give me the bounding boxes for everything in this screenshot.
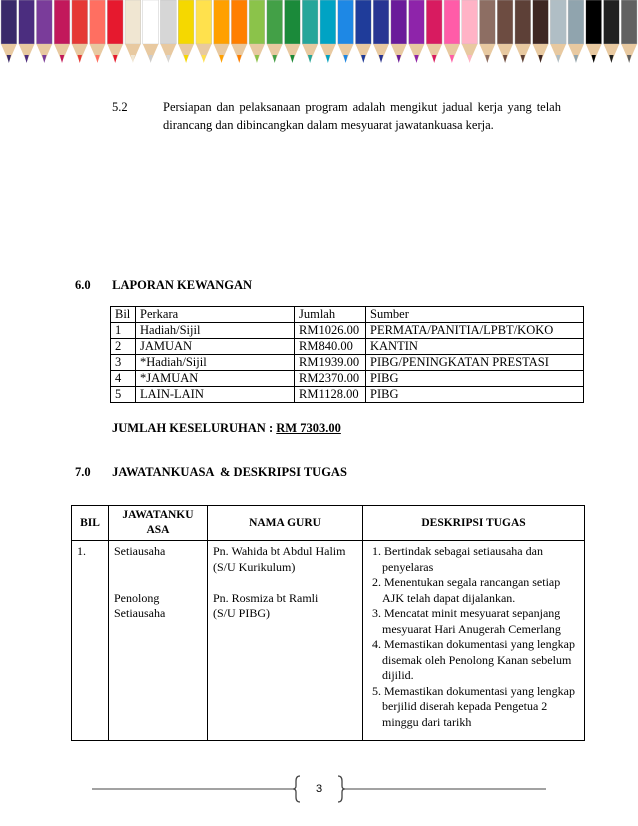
teacher-name-1: Pn. Wahida bt Abdul Halim <box>213 544 346 558</box>
header-bil: BIL <box>72 506 109 541</box>
pencil <box>373 0 389 63</box>
table-row <box>111 323 584 339</box>
pencil <box>409 0 425 63</box>
cell-bil: 1 <box>111 323 136 339</box>
pencil <box>533 0 549 63</box>
cell-bil: 2 <box>111 339 136 355</box>
pencil <box>214 0 230 63</box>
table-row <box>111 387 584 403</box>
pencil <box>444 0 460 63</box>
pencil <box>19 0 35 63</box>
duty-item: 4. Memastikan dokumentasi yang lengkap disemak oleh Penolong Kanan sebelum dijilid. <box>372 637 575 682</box>
header-perkara: Perkara <box>136 307 295 323</box>
cell-sumber: KANTIN <box>366 339 584 355</box>
table-row <box>72 541 585 741</box>
cell-sumber: PIBG <box>366 371 584 387</box>
pencil <box>302 0 318 63</box>
section-6-number: 6.0 <box>75 278 91 292</box>
cell-nama-guru <box>208 541 363 741</box>
pencil <box>480 0 496 63</box>
cell-jawatankuasa <box>109 541 208 741</box>
section-5-2-text: Persiapan dan pelaksanaan program adalah mengikut jadual kerja yang telah dirancang dan dibincangkan dalam mesyuarat jawatankuasa kerja. <box>163 100 561 132</box>
pencil <box>125 0 141 63</box>
cell-jumlah: RM1939.00 <box>295 355 366 371</box>
cell-perkara: Hadiah/Sijil <box>136 323 295 339</box>
pencil <box>586 0 602 63</box>
cell-sumber: PERMATA/PANITIA/LPBT/KOKO <box>366 323 584 339</box>
pencil <box>143 0 159 63</box>
header-nama-guru: NAMA GURU <box>208 506 363 541</box>
table-header-row <box>72 506 585 541</box>
cell-bil: 3 <box>111 355 136 371</box>
cell-perkara: LAIN-LAIN <box>136 387 295 403</box>
grand-total <box>112 421 341 436</box>
pencil <box>54 0 70 63</box>
duty-item: 5. Memastikan dokumentasi yang lengkap berjilid diserah kepada Pengetua 2 minggu dari tarikh <box>372 683 575 729</box>
role-setiausaha: Setiausaha <box>114 544 166 558</box>
cell-sumber: PIBG <box>366 387 584 403</box>
financial-report-table <box>110 306 584 403</box>
section-7-number: 7.0 <box>75 465 91 479</box>
cell-perkara: *Hadiah/Sijil <box>136 355 295 371</box>
pencil <box>161 0 177 63</box>
pencil <box>550 0 566 63</box>
pencil <box>285 0 301 63</box>
pencil <box>196 0 212 63</box>
pencil <box>355 0 371 63</box>
pencil <box>320 0 336 63</box>
header-sumber: Sumber <box>366 307 584 323</box>
section-6-heading <box>75 278 252 293</box>
pencil <box>426 0 442 63</box>
pencil <box>568 0 584 63</box>
grand-total-value: RM 7303.00 <box>276 421 341 435</box>
cell-jumlah: RM1026.00 <box>295 323 366 339</box>
duty-item: 2. Menentukan segala rancangan setiap AJK telah dapat dijalankan. <box>372 575 561 605</box>
pencil <box>267 0 283 63</box>
pencil <box>1 0 17 63</box>
duty-list <box>368 544 579 730</box>
pencil <box>515 0 531 63</box>
pencil <box>72 0 88 63</box>
section-6-title: LAPORAN KEWANGAN <box>112 278 253 292</box>
cell-jumlah: RM2370.00 <box>295 371 366 387</box>
pencil <box>107 0 123 63</box>
pencil <box>249 0 265 63</box>
committee-duties-table <box>71 505 585 741</box>
pencil-border-decoration <box>0 0 638 72</box>
pencil <box>178 0 194 63</box>
table-row <box>111 371 584 387</box>
grand-total-label: JUMLAH KESELURUHAN : <box>112 421 274 435</box>
cell-jumlah: RM840.00 <box>295 339 366 355</box>
pencil <box>36 0 52 63</box>
pencil <box>462 0 478 63</box>
pencil <box>604 0 620 63</box>
section-7-heading <box>75 465 347 480</box>
header-jawatankuasa: JAWATANKU ASA <box>109 506 208 541</box>
cell-perkara: *JAMUAN <box>136 371 295 387</box>
header-deskripsi-tugas: DESKRIPSI TUGAS <box>363 506 585 541</box>
duty-item: 1. Bertindak sebagai setiausaha dan penyelaras <box>372 544 543 574</box>
cell-bil: 5 <box>111 387 136 403</box>
cell-bil: 1. <box>72 541 109 741</box>
cell-jumlah: RM1128.00 <box>295 387 366 403</box>
header-jumlah: Jumlah <box>295 307 366 323</box>
pencil <box>231 0 247 63</box>
header-bil: Bil <box>111 307 136 323</box>
role-penolong-setiausaha: Penolong Setiausaha <box>114 590 166 620</box>
teacher-unit-1: (S/U Kurikulum) <box>213 559 296 574</box>
teacher-unit-2: (S/U PIBG) <box>213 606 271 620</box>
table-row <box>111 339 584 355</box>
pencil <box>497 0 513 63</box>
cell-deskripsi-tugas <box>363 541 585 741</box>
cell-sumber: PIBG/PENINGKATAN PRESTASI <box>366 355 584 371</box>
section-7-title: JAWATANKUASA & DESKRIPSI TUGAS <box>112 465 347 479</box>
pencil <box>621 0 637 63</box>
pencil <box>391 0 407 63</box>
table-row <box>111 355 584 371</box>
teacher-name-2: Pn. Rosmiza bt Ramli <box>213 590 319 605</box>
cell-perkara: JAMUAN <box>136 339 295 355</box>
page-number: 3 <box>315 783 323 795</box>
pencil <box>338 0 354 63</box>
cell-bil: 4 <box>111 371 136 387</box>
duty-item: 3. Mencatat minit mesyuarat sepanjang mesyuarat Hari Anugerah Cemerlang <box>372 606 561 636</box>
section-5-2-number: 5.2 <box>112 100 128 114</box>
pencil <box>90 0 106 63</box>
table-header-row <box>111 307 584 323</box>
